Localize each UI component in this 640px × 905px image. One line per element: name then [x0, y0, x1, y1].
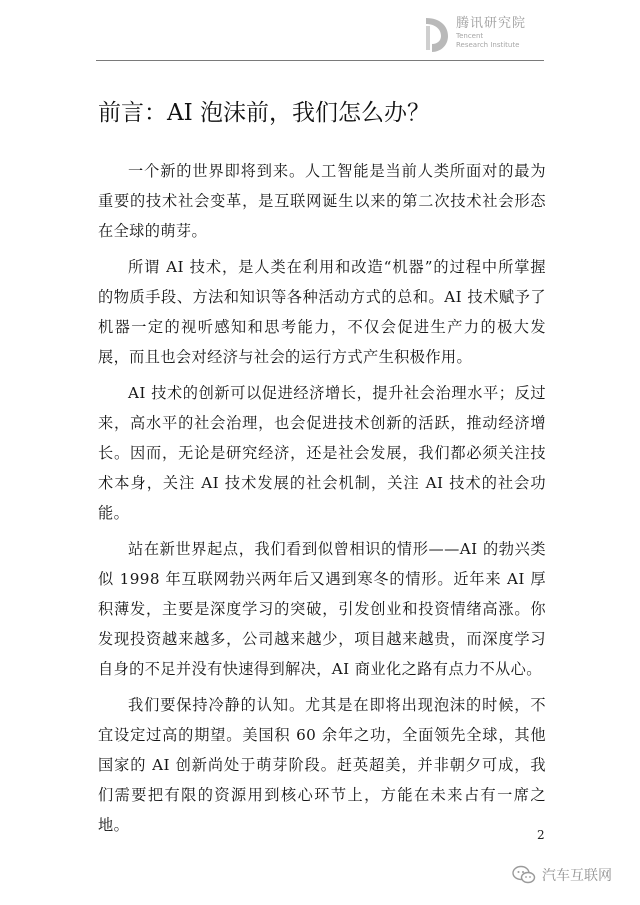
paragraph: 我们要保持冷静的认知。尤其是在即将出现泡沫的时候，不宜设定过高的期望。美国积 60 余年之功，全面领先全球，其他国家的 AI 创新尚处于萌芽阶段。赶英超美，并非朝夕可成，我们需要把有限的资源用到核心环节上，方能在未来占有一席之地。 [98, 696, 546, 834]
logo-english-line2: Research Institute [456, 41, 520, 49]
tencent-research-logo-icon [420, 14, 452, 54]
paragraph: 一个新的世界即将到来。人工智能是当前人类所面对的最为重要的技术社会变革，是互联网诞生以来的第二次技术社会形态在全球的萌芽。 [98, 162, 546, 240]
paragraph: 所谓 AI 技术，是人类在利用和改造“机器”的过程中所掌握的物质手段、方法和知识等各种活动方式的总和。AI 技术赋予了机器一定的视听感知和思考能力，不仅会促进生产力的极大发展，而且也会对经济与社会的运行方式产生积极作用。 [98, 258, 546, 366]
paragraph: AI 技术的创新可以促进经济增长，提升社会治理水平；反过来，高水平的社会治理，也会促进技术创新的活跃，推动经济增长。因而，无论是研究经济，还是社会发展，我们都必须关注技术本身，关注 AI 技术发展的社会机制，关注 AI 技术的社会功能。 [98, 384, 546, 522]
logo-text-block [456, 16, 596, 50]
page-title: 前言：AI 泡沫前，我们怎么办？ [98, 100, 431, 126]
watermark-text: 汽车互联网 [542, 868, 612, 884]
watermark [512, 864, 612, 886]
page-number: 2 [537, 828, 545, 842]
paragraph: 站在新世界起点，我们看到似曾相识的情形——AI 的勃兴类似 1998 年互联网勃兴两年后又遇到寒冬的情形。近年来 AI 厚积薄发，主要是深度学习的突破，引发创业和投资情绪高涨。你发现投资越来越多，公司越来越少，项目越来越贵，而深度学习自身的不足并没有快速得到解决，AI 商业化之路有点力不从心。 [98, 540, 546, 678]
wechat-icon [512, 865, 536, 885]
body-text [98, 156, 546, 846]
page-header [0, 0, 640, 62]
logo-english-line1: Tencent [456, 32, 484, 40]
logo-chinese-name: 腾讯研究院 [456, 16, 527, 31]
header-divider [96, 60, 544, 61]
